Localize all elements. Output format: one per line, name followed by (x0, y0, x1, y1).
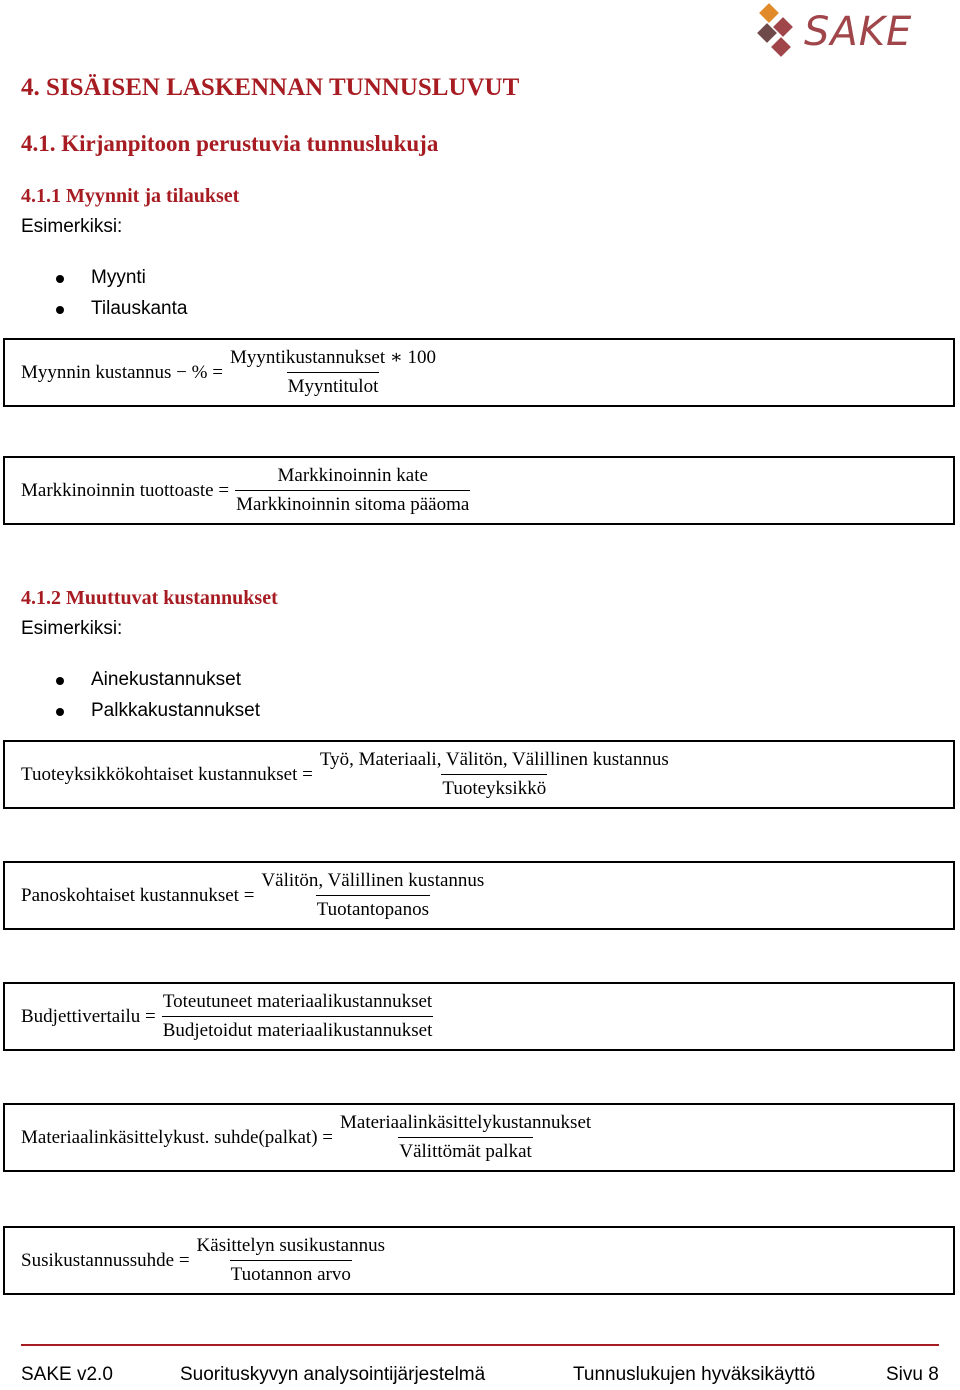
numerator: Materiaalinkäsittelykustannukset (340, 1112, 592, 1133)
fraction (235, 463, 470, 518)
formula-box (3, 456, 955, 525)
sake-logo (752, 2, 934, 62)
denominator: Välittömät palkat (398, 1137, 532, 1165)
formula-lhs: Budjettivertailu = (21, 1005, 156, 1027)
formula (21, 458, 470, 523)
numerator: Myyntikustannukset ∗ 100 (229, 347, 437, 368)
numerator: Työ, Materiaali, Välitön, Välillinen kustannus (319, 749, 669, 770)
numerator: Välitön, Välillinen kustannus (261, 870, 485, 891)
formula (21, 742, 670, 807)
numerator: Käsittelyn susikustannus (196, 1235, 385, 1256)
formula-lhs: Markkinoinnin tuottoaste = (21, 479, 230, 501)
bullet-icon (56, 708, 64, 716)
footer-chapter: Tunnuslukujen hyväksikäyttö (573, 1364, 816, 1385)
logo-text: SAKE (804, 9, 913, 55)
chapter-heading: 4. SISÄISEN LASKENNAN TUNNUSLUVUT (21, 74, 520, 101)
formula-box (3, 1103, 955, 1172)
fraction (196, 1233, 386, 1288)
formula-lhs: Tuoteyksikkökohtaiset kustannukset = (21, 763, 313, 785)
denominator: Myyntitulot (287, 372, 380, 400)
bullet-icon (56, 306, 64, 314)
formula-box (3, 1226, 955, 1295)
footer-system: Suorituskyvyn analysointijärjestelmä (180, 1364, 486, 1385)
diamond-logo-icon (752, 2, 808, 62)
intro-text: Esimerkiksi: (21, 618, 123, 639)
list-item: Tilauskanta (91, 298, 188, 319)
formula-box (3, 861, 955, 930)
formula-box (3, 338, 955, 407)
intro-text: Esimerkiksi: (21, 216, 123, 237)
footer-version: SAKE v2.0 (21, 1364, 113, 1385)
formula-lhs: Panoskohtaiset kustannukset = (21, 884, 255, 906)
denominator: Markkinoinnin sitoma pääoma (235, 490, 470, 518)
fraction (260, 868, 485, 923)
formula-lhs: Myynnin kustannus − % = (21, 361, 223, 383)
numerator: Markkinoinnin kate (277, 465, 428, 486)
formula-box (3, 982, 955, 1051)
formula (21, 1105, 592, 1170)
formula (21, 863, 485, 928)
formula-lhs: Susikustannussuhde = (21, 1249, 190, 1271)
subsection-heading: 4.1.1 Myynnit ja tilaukset (21, 185, 240, 207)
denominator: Tuoteyksikkö (441, 774, 547, 802)
bullet-icon (56, 275, 64, 283)
footer-page-number: Sivu 8 (886, 1364, 939, 1385)
subsection-heading: 4.1.2 Muuttuvat kustannukset (21, 587, 278, 609)
formula (21, 984, 433, 1049)
fraction (319, 747, 670, 802)
denominator: Tuotantopanos (316, 895, 430, 923)
formula-lhs: Materiaalinkäsittelykust. suhde(palkat) = (21, 1126, 333, 1148)
fraction (339, 1110, 592, 1165)
denominator: Budjetoidut materiaalikustannukset (162, 1016, 434, 1044)
formula (21, 1228, 386, 1293)
list-item: Ainekustannukset (91, 669, 241, 690)
formula (21, 340, 437, 405)
fraction (162, 989, 434, 1044)
numerator: Toteutuneet materiaalikustannukset (162, 991, 433, 1012)
list-item: Palkkakustannukset (91, 700, 260, 721)
section-heading: 4.1. Kirjanpitoon perustuvia tunnuslukuja (21, 131, 439, 156)
bullet-icon (56, 677, 64, 685)
denominator: Tuotannon arvo (230, 1260, 352, 1288)
formula-box (3, 740, 955, 809)
footer-rule (21, 1344, 939, 1346)
fraction (229, 345, 437, 400)
list-item: Myynti (91, 267, 146, 288)
